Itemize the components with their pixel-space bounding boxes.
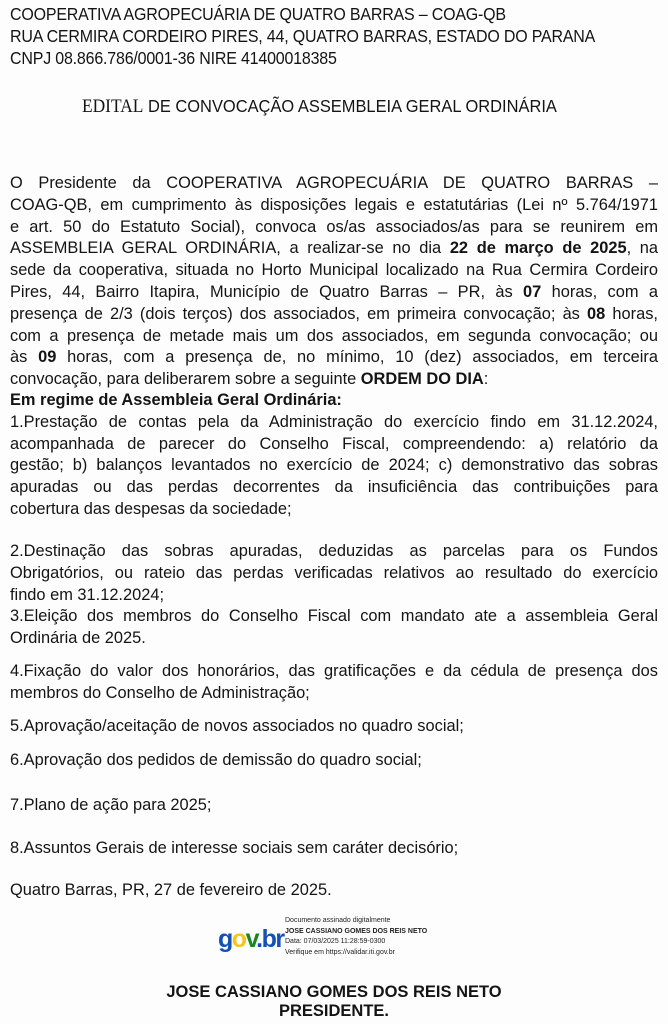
- intro-line: [10, 282, 658, 304]
- intro-paragraph: [10, 173, 658, 391]
- intro-text: às: [10, 348, 39, 367]
- agenda-item-1-line: 1.Prestação de contas pela da Administração do exercício findo em 31.12.2024,: [10, 412, 658, 431]
- agenda-item-8: [10, 838, 658, 860]
- intro-text: horas, com a: [541, 282, 658, 301]
- header-registration: CNPJ 08.866.786/0001-36 NIRE 41400018385: [10, 48, 337, 68]
- signature-details: [285, 916, 427, 958]
- page-title: [82, 96, 557, 118]
- intro-text: , na: [626, 239, 658, 258]
- first-call-hour: 07: [523, 282, 542, 301]
- agenda-item-3: [10, 606, 658, 650]
- intro-text: :: [483, 370, 489, 389]
- agenda-label: ORDEM DO DIA: [360, 370, 484, 389]
- intro-text: convocação, para deliberarem sobre a seguinte: [10, 370, 361, 389]
- agenda-item-5-line: 5.Aprovação/aceitação de novos associados no quadro social;: [10, 717, 464, 735]
- agenda-item-1-line: acompanhada de parecer do Conselho Fiscal, compreendendo: a) relatório da: [10, 434, 658, 453]
- meeting-date: 22 de março de 2025: [449, 239, 627, 258]
- digital-signature-stamp: [216, 916, 446, 962]
- intro-text: horas, com a presença de, no mínimo, 10 (dez) associados, em terceira: [67, 348, 658, 367]
- agenda-item-1-line: cobertura das despesas da sociedade;: [10, 499, 292, 518]
- logo-letter: r: [275, 925, 284, 953]
- intro-text: ASSEMBLEIA GERAL ORDINÁRIA, a realizar-se no dia: [10, 239, 450, 258]
- intro-line: COAG-QB, em cumprimento às disposições legais e estatutárias (Lei nº 5.764/1971: [10, 195, 658, 214]
- signature-verify-link[interactable]: Verifique em https://validar.iti.gov.br: [285, 948, 395, 956]
- intro-text: Pires, 44, Bairro Itapira, Município de Quatro Barras – PR, às: [10, 282, 524, 301]
- logo-letter: g: [218, 925, 232, 953]
- agenda-item-4-line: membros do Conselho de Administração;: [10, 683, 310, 702]
- agenda-item-6-line: 6.Aprovação dos pedidos de demissão do quadro social;: [10, 751, 422, 769]
- agenda-item-1-line: gestão; b) balanços levantados no exercício de 2024; c) demonstrativo das sobras: [10, 456, 658, 475]
- intro-text: presença de 2/3 (dois terços) dos associados, em primeira convocação; às: [10, 304, 580, 323]
- agenda-item-8-line: 8.Assuntos Gerais de interesse sociais sem caráter decisório;: [10, 839, 459, 857]
- intro-line: [10, 304, 658, 326]
- agenda-item-6: [10, 750, 658, 772]
- agenda-item-3-line: 3.Eleição dos membros do Conselho Fiscal com mandato ate a assembleia Geral: [10, 607, 658, 625]
- agenda-item-4: [10, 661, 658, 705]
- agenda-item-3-line: Ordinária de 2025.: [10, 628, 146, 647]
- logo-letter: o: [231, 925, 246, 953]
- intro-line: com a presença de metade mais um dos associados, em segunda convocação; ou: [10, 326, 658, 345]
- intro-line: [10, 238, 658, 260]
- agenda-item-7-line: 7.Plano de ação para 2025;: [10, 796, 212, 814]
- signature-date: Data: 07/03/2025 11:28:59-0300: [285, 938, 386, 945]
- signer-name: JOSE CASSIANO GOMES DOS REIS NETO: [166, 983, 502, 1001]
- place-date: [10, 880, 658, 902]
- third-call-hour: 09: [38, 348, 57, 367]
- agenda-item-1-line: apuradas ou das perdas decorrentes da insuficiência das contribuições para: [10, 478, 658, 497]
- header-company-name: COOPERATIVA AGROPECUÁRIA DE QUATRO BARRAS – COAG-QB: [10, 4, 506, 24]
- intro-line: O Presidente da COOPERATIVA AGROPECUÁRIA DE QUATRO BARRAS –: [10, 174, 658, 192]
- logo-letter: .: [256, 925, 262, 953]
- intro-line: [10, 369, 658, 391]
- signature-signer-name: JOSE CASSIANO GOMES DOS REIS NETO: [285, 927, 428, 935]
- agenda-item-2-line: findo em 31.12.2024;: [10, 585, 165, 604]
- signer-role: PRESIDENTE.: [278, 1002, 390, 1020]
- logo-letter: v: [245, 925, 257, 953]
- title-first-word: EDITAL: [82, 97, 144, 117]
- intro-line: [10, 347, 658, 369]
- agenda-heading: Em regime de Assembleia Geral Ordinária:: [10, 391, 342, 409]
- agenda-item-2-line: Obrigatórios, ou rateio das perdas verificadas relativos ao resultado do exercício: [10, 563, 658, 582]
- agenda-item-5: [10, 716, 658, 738]
- intro-line: e art. 50 do Estatuto Social), convoca os/as associados/as para se reunirem em: [10, 217, 658, 236]
- govbr-logo-icon: [218, 925, 284, 953]
- agenda-item-7: [10, 795, 658, 817]
- agenda-item-2-line: 2.Destinação das sobras apuradas, deduzidas as parcelas para os Fundos: [10, 542, 658, 560]
- second-call-hour: 08: [587, 304, 606, 323]
- intro-text: horas,: [605, 304, 658, 323]
- agenda-item-4-line: 4.Fixação do valor dos honorários, das gratificações e da cédula de presença dos: [10, 662, 658, 680]
- logo-letter: b: [261, 925, 276, 953]
- signature-label: Documento assinado digitalmente: [285, 917, 391, 924]
- agenda-item-2: [10, 541, 658, 606]
- intro-line: sede da cooperativa, situada no Horto Municipal localizado na Rua Cermira Cordeiro: [10, 261, 658, 280]
- agenda-section: [10, 390, 658, 521]
- header-address: RUA CERMIRA CORDEIRO PIRES, 44, QUATRO BARRAS, ESTADO DO PARANA: [10, 26, 596, 46]
- place-date-text: Quatro Barras, PR, 27 de fevereiro de 2025.: [10, 881, 332, 899]
- title-rest: DE CONVOCAÇÃO ASSEMBLEIA GERAL ORDINÁRIA: [143, 96, 557, 116]
